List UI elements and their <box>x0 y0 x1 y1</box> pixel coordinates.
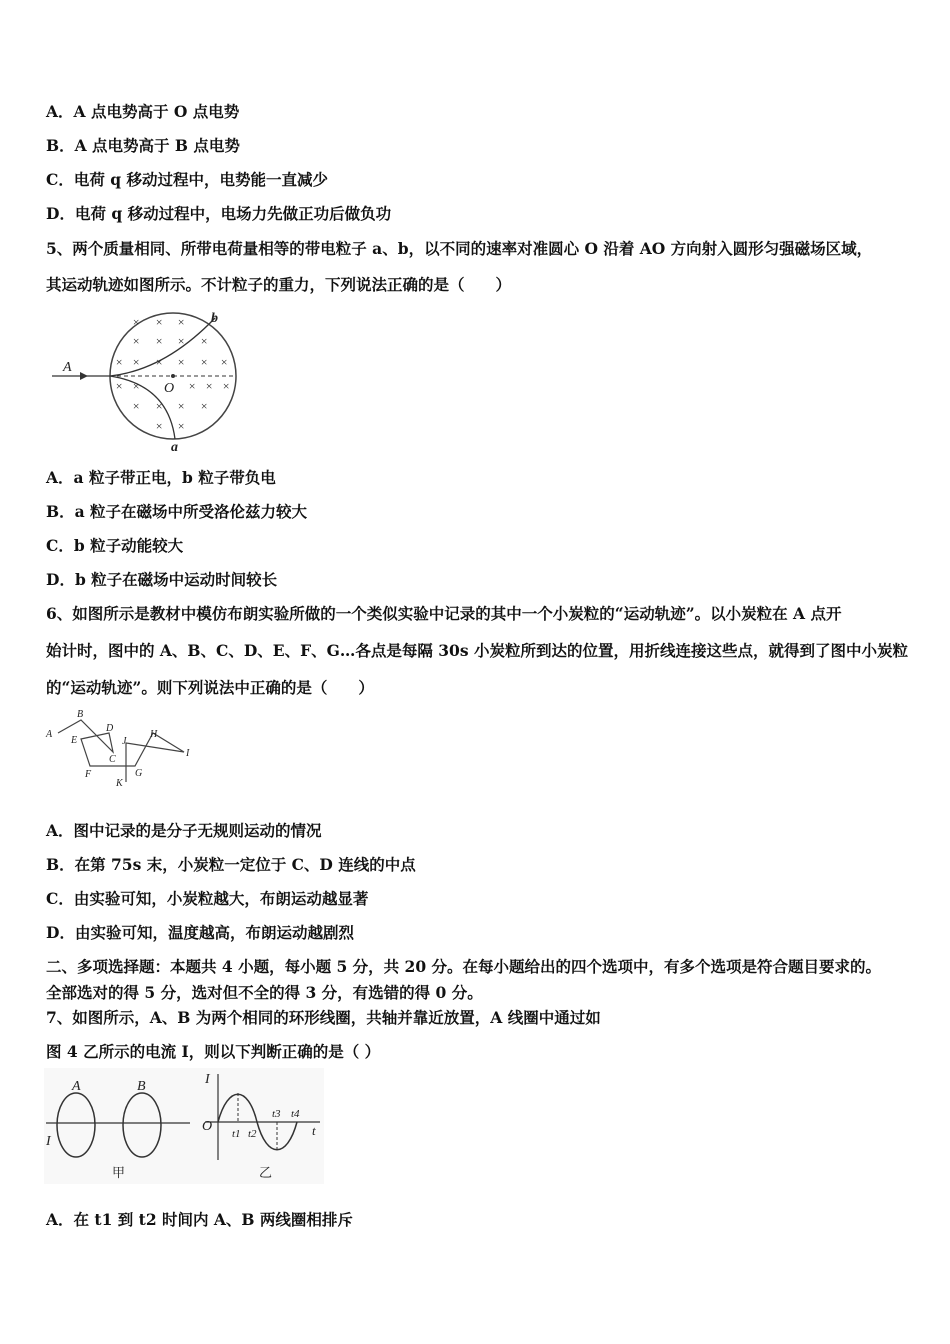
t1-label: t1 <box>232 1128 241 1140</box>
svg-text:×: × <box>132 399 141 413</box>
brownian-trajectory-figure <box>44 706 196 788</box>
coil-b-label: B <box>137 1079 146 1094</box>
svg-text:×: × <box>132 379 141 393</box>
svg-text:×: × <box>155 315 164 329</box>
point-label: D <box>106 723 114 734</box>
t2-label: t2 <box>248 1128 257 1140</box>
svg-text:×: × <box>200 355 209 369</box>
svg-text:×: × <box>177 334 186 348</box>
q7-stem-line2: 图 4 乙所示的电流 I，则以下判断正确的是（ ） <box>46 1042 381 1061</box>
q6-option-c: C．由实验可知，小炭粒越大，布朗运动越显著 <box>46 889 369 908</box>
magnetic-field-figure <box>40 305 260 455</box>
point-label: A <box>46 729 53 740</box>
svg-text:×: × <box>115 355 124 369</box>
q4-option-c: C．电荷 q 移动过程中，电势能一直减少 <box>46 170 328 189</box>
q6-stem-line1: 6、如图所示是教材中模仿布朗实验所做的一个类似实验中记录的其中一个小炭粒的“运动轨迹”。以小炭粒在 A 点开 <box>46 604 842 623</box>
svg-text:×: × <box>188 379 197 393</box>
q5-option-d: D．b 粒子在磁场中运动时间较长 <box>46 570 278 589</box>
t3-label: t3 <box>272 1108 281 1120</box>
point-label: E <box>71 735 78 746</box>
center-dot <box>171 374 175 378</box>
q6-stem-line2: 始计时，图中的 A、B、C、D、E、F、G…各点是每隔 30s 小炭粒所到达的位置，用折线连接这些点，就得到了图中小炭粒 <box>46 641 908 660</box>
svg-text:×: × <box>200 334 209 348</box>
point-label: B <box>77 709 84 720</box>
caption-right: 乙 <box>259 1165 273 1180</box>
figure-background <box>44 1068 324 1184</box>
q7-option-a: A．在 t1 到 t2 时间内 A、B 两线圈相排斥 <box>46 1210 353 1229</box>
svg-text:×: × <box>222 379 231 393</box>
q6-option-a: A．图中记录的是分子无规则运动的情况 <box>46 821 322 840</box>
section2-intro-line2: 全部选对的得 5 分，选对但不全的得 3 分，有选错的得 0 分。 <box>46 983 483 1002</box>
trajectory-polyline <box>58 720 184 782</box>
q4-option-d: D．电荷 q 移动过程中，电场力先做正功后做负功 <box>46 204 392 223</box>
coils-current-figure <box>44 1068 324 1184</box>
svg-text:×: × <box>132 315 141 329</box>
t4-label: t4 <box>291 1108 300 1120</box>
axis-i-label: I <box>205 1072 210 1087</box>
label-b: b <box>211 311 218 326</box>
q4-option-a: A．A 点电势高于 O 点电势 <box>46 102 240 121</box>
svg-text:×: × <box>200 399 209 413</box>
q5-option-b: B．a 粒子在磁场中所受洛伦兹力较大 <box>46 502 308 521</box>
svg-text:×: × <box>155 399 164 413</box>
q6-option-d: D．由实验可知，温度越高，布朗运动越剧烈 <box>46 923 354 942</box>
svg-text:×: × <box>205 379 214 393</box>
svg-text:×: × <box>155 419 164 433</box>
q5-option-c: C．b 粒子动能较大 <box>46 536 184 555</box>
coil-a-label: A <box>72 1079 81 1094</box>
label-O: O <box>164 381 175 396</box>
svg-text:×: × <box>132 334 141 348</box>
label-A: A <box>63 360 72 375</box>
svg-text:×: × <box>177 399 186 413</box>
svg-text:×: × <box>155 334 164 348</box>
svg-text:×: × <box>220 355 229 369</box>
axis-t-label: t <box>312 1123 316 1138</box>
q5-stem-line2: 其运动轨迹如图所示。不计粒子的重力，下列说法正确的是（ ） <box>46 275 512 294</box>
point-label: C <box>109 754 116 765</box>
svg-text:×: × <box>132 355 141 369</box>
point-label: H <box>150 729 158 740</box>
svg-text:×: × <box>177 315 186 329</box>
point-label: F <box>85 769 92 780</box>
origin-label: O <box>202 1119 213 1134</box>
q6-option-b: B．在第 75s 末，小炭粒一定位于 C、D 连线的中点 <box>46 855 416 874</box>
q5-stem-line1: 5、两个质量相同、所带电荷量相等的带电粒子 a、b，以不同的速率对准圆心 O 沿着 AO 方向射入圆形匀强磁场区域， <box>46 239 873 258</box>
svg-text:×: × <box>115 379 124 393</box>
arrow-icon <box>80 372 88 380</box>
current-label: I <box>46 1134 51 1149</box>
label-a: a <box>171 440 178 455</box>
field-crosses <box>115 315 230 433</box>
point-label: J <box>122 736 127 747</box>
q7-stem-line1: 7、如图所示，A、B 为两个相同的环形线圈，共轴并靠近放置，A 线圈中通过如 <box>46 1008 601 1027</box>
q6-stem-line3: 的“运动轨迹”。则下列说法中正确的是（ ） <box>46 678 374 697</box>
q5-option-a: A．a 粒子带正电，b 粒子带负电 <box>46 468 276 487</box>
point-label: G <box>135 768 143 779</box>
svg-text:×: × <box>177 419 186 433</box>
caption-left: 甲 <box>112 1165 126 1180</box>
svg-text:×: × <box>155 355 164 369</box>
q4-option-b: B．A 点电势高于 B 点电势 <box>46 136 240 155</box>
point-label: I <box>186 748 190 759</box>
section2-intro-line1: 二、多项选择题：本题共 4 小题，每小题 5 分，共 20 分。在每小题给出的四个选项中，有多个选项是符合题目要求的。 <box>46 957 882 976</box>
point-label: K <box>116 778 123 788</box>
svg-text:×: × <box>177 355 186 369</box>
